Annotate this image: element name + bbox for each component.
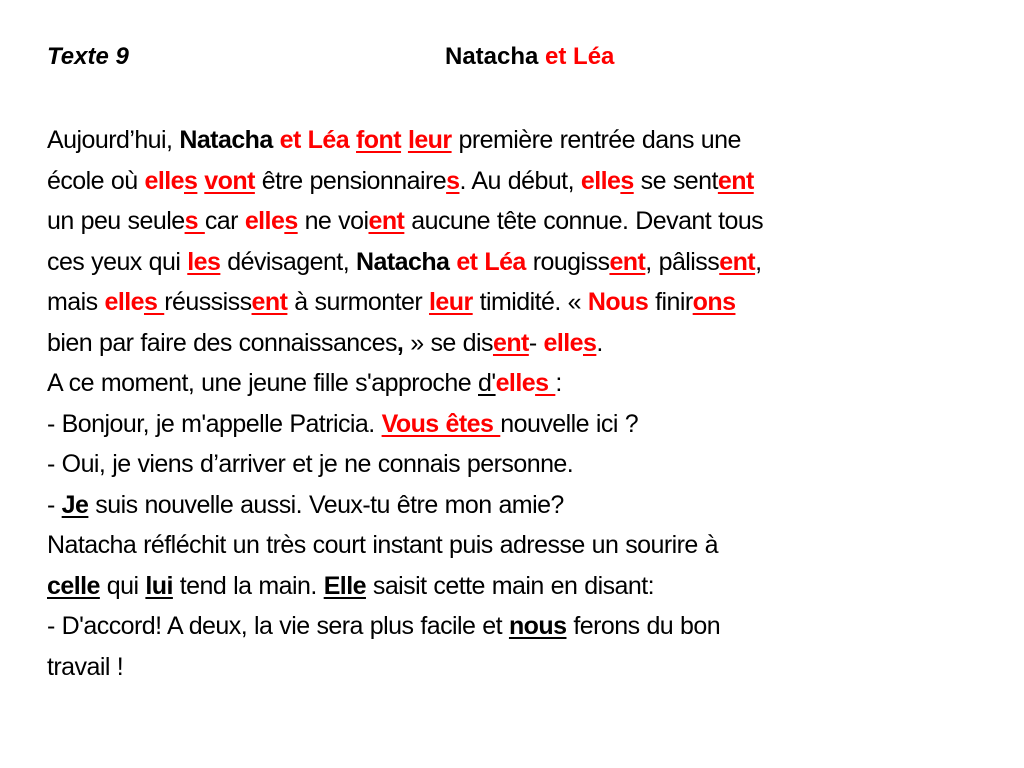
text-run: être pensionnaire [254, 166, 447, 195]
highlighted-word: elle [144, 166, 185, 195]
text-number-label: Texte 9 [47, 43, 129, 70]
story-title [445, 42, 614, 72]
text-line [47, 606, 982, 647]
text-run: à surmonter [287, 288, 430, 316]
highlighted-word: s [535, 369, 556, 397]
highlighted-word: ent [492, 328, 529, 357]
highlighted-word: s [184, 207, 205, 235]
highlighted-word: s [620, 166, 634, 195]
text-line [47, 120, 982, 161]
text-run: ces yeux qui [47, 247, 188, 276]
text-run: réussiss [164, 288, 252, 316]
highlighted-word: d' [478, 369, 496, 397]
highlighted-word: ent [368, 207, 405, 235]
highlighted-word: Nous [587, 288, 649, 316]
text-run: bien par faire des connaissances [47, 328, 397, 357]
highlighted-word: s [446, 166, 460, 195]
highlighted-word: ent [717, 166, 754, 195]
text-run: . Au début, [459, 166, 581, 195]
highlighted-word: et Léa [279, 126, 350, 154]
text-run: , pâliss [645, 247, 720, 276]
text-run: Aujourd’hui, [47, 126, 180, 154]
text-run: suis nouvelle aussi. Veux-tu être mon amie? [88, 490, 564, 519]
text-line [47, 242, 982, 283]
text-line [47, 485, 982, 526]
text-line [47, 525, 982, 566]
text-run: ferons du bon [566, 612, 721, 640]
text-run: Natacha [179, 126, 273, 154]
text-line [47, 647, 982, 688]
text-run [349, 126, 356, 154]
highlighted-word: Je [61, 490, 89, 519]
highlighted-word: ent [719, 247, 756, 276]
text-line [47, 201, 982, 242]
text-run: - [47, 490, 62, 519]
text-run: , [396, 328, 404, 357]
text-line [47, 566, 982, 607]
text-run: Natacha [356, 247, 450, 276]
text-run: dévisagent, [220, 247, 356, 276]
highlighted-word: elle [580, 166, 621, 195]
highlighted-word: vont [204, 166, 255, 195]
text-run: école où [47, 166, 145, 195]
highlighted-word: s [583, 328, 597, 357]
text-run: - Oui, je viens d’arriver et je ne connais personne. [47, 450, 574, 478]
text-run: se sent [633, 166, 718, 195]
highlighted-word: et Léa [456, 247, 526, 276]
highlighted-word: s [184, 166, 198, 195]
text-run: » se dis [403, 328, 493, 357]
highlighted-word: s [284, 207, 298, 235]
text-run: . [596, 328, 603, 357]
text-run: tend la main. [172, 571, 324, 600]
text-line [47, 444, 982, 485]
highlighted-word: elle [543, 328, 583, 357]
text-run: - [528, 328, 544, 357]
text-run: - D'accord! A deux, la vie sera plus facile et [47, 612, 509, 640]
text-run: car [204, 207, 245, 235]
highlighted-word: elle [104, 288, 144, 316]
text-run: qui [99, 571, 146, 600]
highlighted-word: leur [429, 288, 473, 316]
text-line [47, 323, 982, 364]
text-run: première rentrée dans une [451, 126, 741, 154]
text-run: un peu seule [47, 207, 185, 235]
text-run [401, 126, 408, 154]
text-run: - Bonjour, je m'appelle Patricia. [47, 409, 382, 438]
highlighted-word: leur [407, 126, 452, 154]
text-run: , [755, 247, 762, 276]
highlighted-word: elle [244, 207, 285, 235]
text-run: ne voi [297, 207, 369, 235]
title-name-et-lea: et Léa [538, 43, 615, 70]
highlighted-word: Vous êtes [381, 409, 501, 438]
text-run: timidité. « [472, 288, 588, 316]
text-run: rougiss [525, 247, 610, 276]
highlighted-word: les [187, 247, 221, 276]
highlighted-word: Elle [323, 571, 366, 600]
highlighted-word: lui [145, 571, 173, 600]
highlighted-word: ons [692, 288, 736, 316]
highlighted-word: nous [508, 612, 567, 640]
story-body [47, 120, 982, 687]
text-run: nouvelle ici ? [500, 409, 639, 438]
text-line [47, 404, 982, 445]
text-run: mais [47, 288, 105, 316]
text-line [47, 161, 982, 202]
highlighted-word: ent [251, 288, 288, 316]
highlighted-word: celle [47, 571, 100, 600]
highlighted-word: font [356, 126, 402, 154]
text-run: A ce moment, une jeune fille s'approche [47, 369, 478, 397]
text-run: saisit cette main en disant: [365, 571, 655, 600]
text-line [47, 282, 982, 323]
title-name-natacha: Natacha [445, 43, 539, 70]
text-run: finir [648, 288, 693, 316]
title-row [47, 42, 987, 74]
highlighted-word: elle [495, 369, 536, 397]
text-run: travail ! [47, 652, 124, 681]
highlighted-word: ent [609, 247, 646, 276]
text-line [47, 363, 982, 404]
text-run [273, 126, 280, 154]
text-run: Natacha réfléchit un très court instant puis adresse un sourire à [47, 531, 719, 559]
highlighted-word: s [143, 288, 165, 316]
text-run: : [555, 369, 562, 397]
text-run: aucune tête connue. Devant tous [404, 207, 764, 235]
